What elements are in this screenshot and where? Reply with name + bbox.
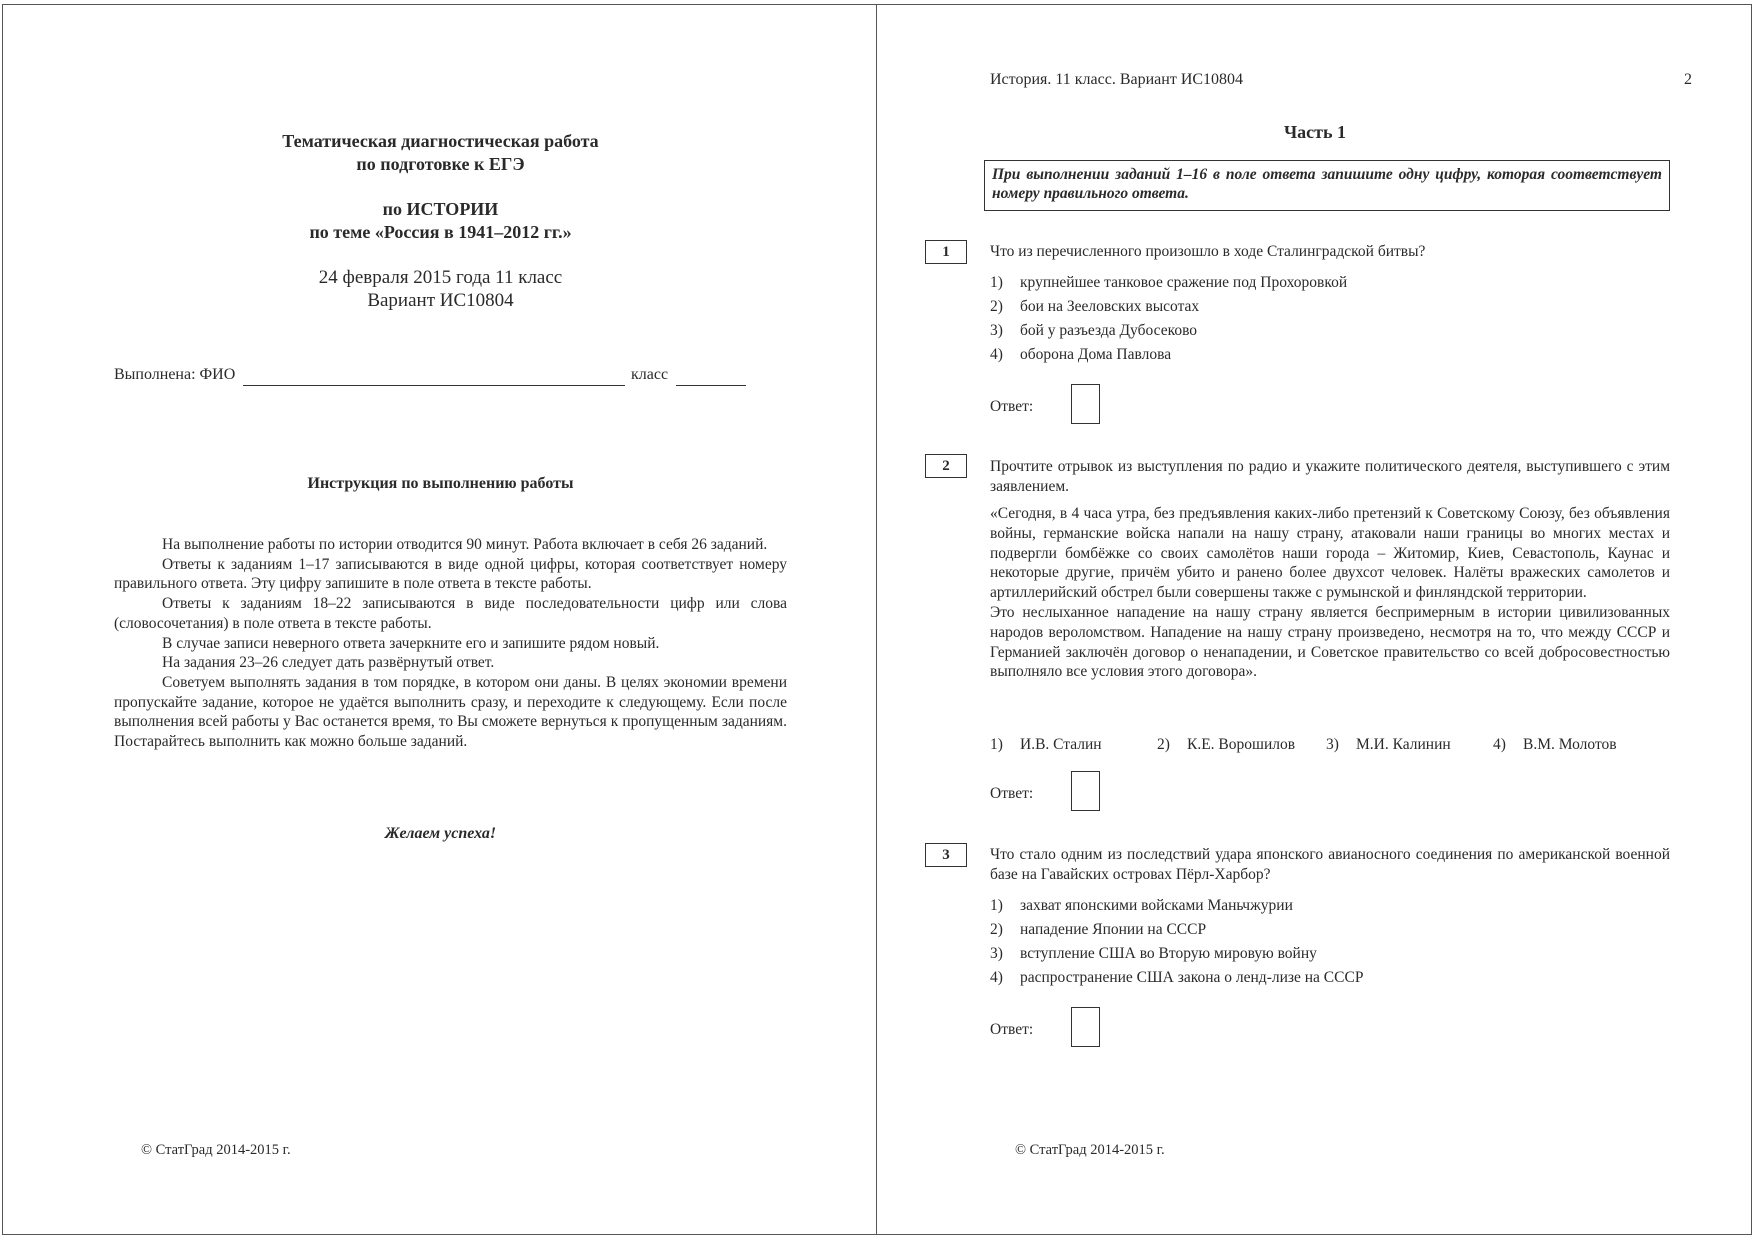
class-line[interactable] — [676, 385, 746, 386]
answer-box-1[interactable] — [1071, 384, 1100, 424]
question-text-2: Прочтите отрывок из выступления по радио и укажите политического деятеля, выступившего с этим заявлением. — [990, 458, 1670, 495]
option-text: оборона Дома Павлова — [1020, 346, 1172, 363]
option-text: М.И. Калинин — [1356, 736, 1451, 753]
option-text: нападение Японии на СССР — [1020, 921, 1207, 938]
option-3-1[interactable] — [990, 896, 1293, 916]
title-line-1: Тематическая диагностическая работа — [282, 131, 599, 151]
instruction-box: При выполнении заданий 1–16 в поле ответа запишите одну цифру, которая соответствует номеру правильного ответа. — [984, 160, 1670, 211]
left-footer: © СтатГрад 2014-2015 г. — [141, 1142, 291, 1158]
right-page — [876, 4, 1752, 1235]
question-text-1: Что из перечисленного произошло в ходе Сталинградской битвы? — [990, 243, 1426, 260]
option-3-3[interactable] — [990, 944, 1317, 964]
option-number: 3) — [990, 945, 1003, 962]
option-number: 3) — [990, 322, 1003, 339]
option-text: распространение США закона о ленд-лизе на СССР — [1020, 969, 1364, 986]
option-2-1[interactable] — [990, 735, 1102, 755]
instruction-body — [114, 535, 787, 752]
option-1-2[interactable] — [990, 297, 1199, 317]
instruction-paragraph: Советуем выполнять задания в том порядке, в котором они даны. В целях экономии времени пропускайте задание, которое не удаётся выполнить сразу, и переходите к следующему. Если после выполнения всей работы у Вас останется время, то Вы сможете вернуться к пропущенным заданиям. Постарайтесь выполнить как можно больше заданий. — [114, 673, 787, 751]
option-3-4[interactable] — [990, 968, 1363, 988]
answer-label-1: Ответ: — [990, 398, 1034, 415]
option-number: 3) — [1326, 736, 1339, 753]
option-number: 2) — [990, 921, 1003, 938]
option-text: И.В. Сталин — [1020, 736, 1102, 753]
option-2-2[interactable] — [1157, 735, 1295, 755]
instruction-paragraph: На выполнение работы по истории отводится 90 минут. Работа включает в себя 26 заданий. — [162, 536, 768, 553]
date-line: 24 февраля 2015 года 11 класс — [318, 267, 563, 288]
page-number: 2 — [1684, 71, 1692, 88]
subject-line-1: по ИСТОРИИ — [382, 199, 499, 219]
option-number: 4) — [1493, 736, 1506, 753]
instruction-paragraph: Ответы к заданиям 1–17 записываются в виде одной цифры, которая соответствует номеру правильного ответа. Эту цифру запишите в поле ответа в тексте работы. — [114, 555, 787, 593]
wish-text: Желаем успеха! — [384, 825, 497, 842]
instruction-heading: Инструкция по выполнению работы — [307, 475, 574, 492]
option-number: 4) — [990, 346, 1003, 363]
fio-line[interactable] — [243, 385, 625, 386]
option-text: К.Е. Ворошилов — [1187, 736, 1296, 753]
option-number: 2) — [990, 298, 1003, 315]
class-label: класс — [631, 366, 669, 383]
option-2-3[interactable] — [1326, 735, 1451, 755]
fio-label: Выполнена: ФИО — [114, 366, 236, 383]
answer-label-3: Ответ: — [990, 1021, 1034, 1038]
running-header: История. 11 класс. Вариант ИС10804 — [990, 71, 1244, 88]
option-3-2[interactable] — [990, 920, 1206, 940]
quote-paragraph-1: «Сегодня, в 4 часа утра, без предъявления каких-либо претензий к Советскому Союзу, без объявления войны, германские войска напали на нашу страну, атаковали наши границы во многих местах и подвергли бомбёжке со своих самолётов наши города – Житомир, Киев, Севастополь, Каунас и некоторые другие, причём убито и ранено более двухсот человек. Налёты вражеских самолетов и артиллерийский обстрел были совершены также с румынской и финляндской территории. — [990, 505, 1670, 602]
quote-block — [990, 504, 1670, 682]
left-page — [2, 4, 877, 1235]
option-text: захват японскими войсками Маньчжурии — [1020, 897, 1293, 914]
answer-label-2: Ответ: — [990, 785, 1034, 802]
question-number-3: 3 — [925, 843, 967, 867]
option-text: В.М. Молотов — [1523, 736, 1617, 753]
right-footer: © СтатГрад 2014-2015 г. — [1015, 1142, 1165, 1158]
answer-box-3[interactable] — [1071, 1007, 1100, 1047]
option-number: 1) — [990, 897, 1003, 914]
quote-paragraph-2: Это неслыханное нападение на нашу страну является беспримерным в истории цивилизованных народов вероломством. Нападение на нашу страну произведено, несмотря на то, что между СССР и Германией заключён договор о ненападении, и Советское правительство со всей добросовестностью выполняло все условия этого договора». — [990, 603, 1670, 681]
option-text: вступление США во Вторую мировую войну — [1020, 945, 1317, 962]
title-line-2: по подготовке к ЕГЭ — [356, 154, 525, 174]
option-1-4[interactable] — [990, 345, 1171, 365]
instruction-paragraph: В случае записи неверного ответа зачеркните его и запишите рядом новый. — [162, 634, 660, 652]
option-text: бои на Зееловских высотах — [1020, 298, 1200, 315]
variant-line: Вариант ИС10804 — [367, 290, 514, 311]
option-number: 4) — [990, 969, 1003, 986]
option-number: 1) — [990, 736, 1003, 753]
option-number: 2) — [1157, 736, 1170, 753]
question-number-2: 2 — [925, 454, 967, 478]
option-1-1[interactable] — [990, 273, 1347, 293]
instruction-paragraph: На задания 23–26 следует дать развёрнутый ответ. — [162, 654, 495, 672]
subject-line-2: по теме «Россия в 1941–2012 гг.» — [309, 222, 572, 242]
option-text: крупнейшее танковое сражение под Прохоровкой — [1020, 274, 1348, 291]
option-1-3[interactable] — [990, 321, 1197, 341]
answer-box-2[interactable] — [1071, 771, 1100, 811]
option-2-4[interactable] — [1493, 735, 1617, 755]
option-number: 1) — [990, 274, 1003, 291]
option-text: бой у разъезда Дубосеково — [1020, 322, 1198, 339]
instruction-paragraph: Ответы к заданиям 18–22 записываются в виде последовательности цифр или слова (словосочетания) в поле ответа в тексте работы. — [114, 595, 787, 632]
part-title: Часть 1 — [1283, 122, 1347, 142]
question-number-1: 1 — [925, 240, 967, 264]
question-text-3: Что стало одним из последствий удара японского авианосного соединения по американской военной базе на Гавайских островах Пёрл-Харбор? — [990, 846, 1670, 883]
